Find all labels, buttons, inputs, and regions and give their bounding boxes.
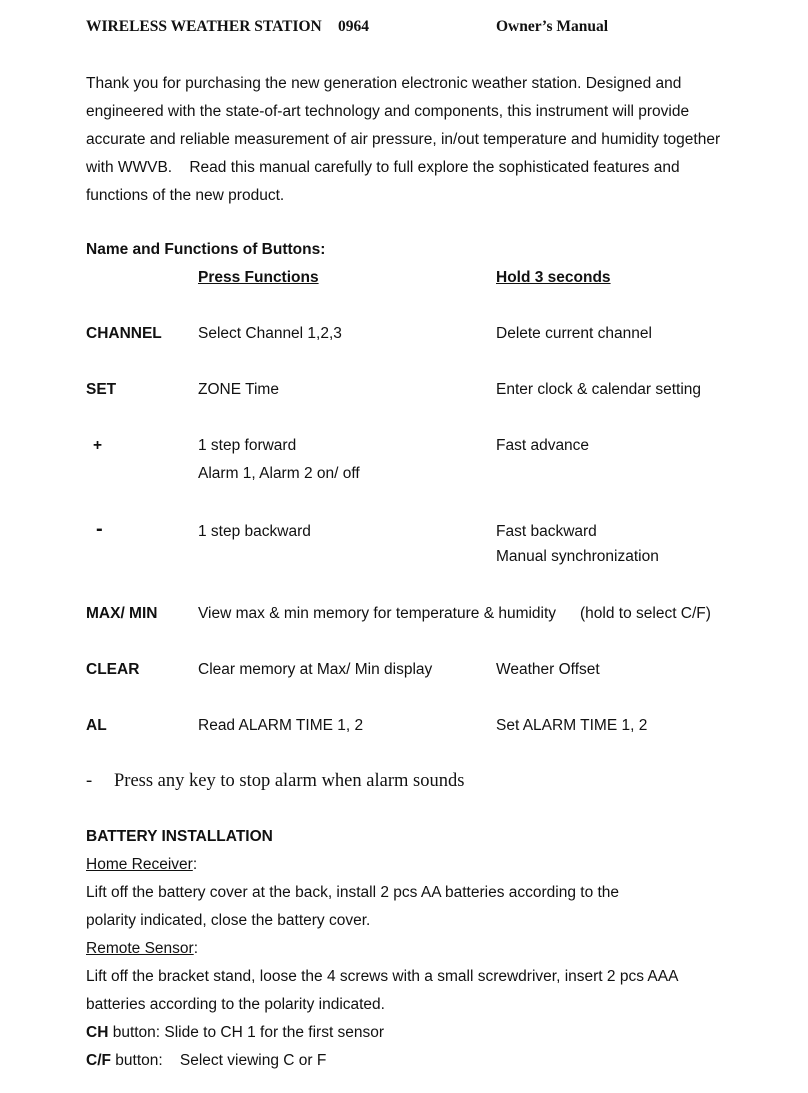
home-receiver-label-line (86, 856, 197, 874)
button-name-minus: - (96, 518, 103, 540)
remote-sensor-label: Remote Sensor (86, 940, 194, 957)
model-number: 0964 (338, 18, 369, 35)
press-function: 1 step backward (198, 523, 311, 540)
home-receiver-label: Home Receiver (86, 856, 193, 873)
ch-button-name: CH (86, 1024, 109, 1041)
buttons-heading: Name and Functions of Buttons: (86, 241, 326, 258)
button-name-plus: + (93, 437, 103, 454)
hold-function: Delete current channel (496, 325, 652, 342)
hold-function: Fast backward (496, 523, 597, 540)
press-function: 1 step forward (198, 437, 297, 454)
hold-function-secondary: Manual synchronization (496, 548, 659, 565)
cf-button-name: C/F (86, 1052, 111, 1069)
battery-heading: BATTERY INSTALLATION (86, 828, 273, 845)
label-colon: : (192, 856, 198, 873)
hold-function: Enter clock & calendar setting (496, 381, 702, 398)
document-title: WIRELESS WEATHER STATION (86, 18, 322, 35)
ch-button-line (86, 1024, 384, 1042)
button-name-max-min: MAX/ MIN (86, 605, 158, 622)
home-receiver-line: Lift off the battery cover at the back, install 2 pcs AA batteries according to the (86, 884, 620, 901)
button-name-channel: CHANNEL (86, 325, 162, 342)
hold-seconds-header: Hold 3 seconds (496, 269, 611, 286)
remote-sensor-line: batteries according to the polarity indicated. (86, 996, 385, 1013)
press-function: Read ALARM TIME 1, 2 (198, 717, 364, 734)
press-function: View max & min memory for temperature & humidity (198, 605, 557, 622)
home-receiver-line: polarity indicated, close the battery cover. (86, 912, 371, 929)
note-dash: - (86, 771, 93, 791)
intro-line: with WWVB. Read this manual carefully to full explore the sophisticated features and (86, 159, 680, 176)
cf-button-text: button: Select viewing C or F (110, 1052, 327, 1069)
label-colon: : (193, 940, 199, 957)
button-name-clear: CLEAR (86, 661, 140, 678)
intro-line: engineered with the state-of-art technology and components, this instrument will provide (86, 103, 690, 120)
cf-button-line (86, 1052, 326, 1070)
press-function: Select Channel 1,2,3 (198, 325, 342, 342)
button-name-set: SET (86, 381, 117, 398)
ch-button-text: button: Slide to CH 1 for the first sensor (108, 1024, 385, 1041)
remote-sensor-label-line (86, 940, 198, 958)
hold-function: (hold to select C/F) (580, 605, 711, 622)
press-function: ZONE Time (198, 381, 279, 398)
intro-line: Thank you for purchasing the new generation electronic weather station. Designed and (86, 75, 682, 92)
intro-paragraph (86, 70, 736, 210)
alarm-note: Press any key to stop alarm when alarm sounds (114, 771, 465, 791)
press-functions-header: Press Functions (198, 269, 319, 286)
button-name-al: AL (86, 717, 107, 734)
hold-function: Fast advance (496, 437, 590, 454)
manual-label: Owner’s Manual (496, 18, 609, 35)
press-function-secondary: Alarm 1, Alarm 2 on/ off (198, 465, 360, 482)
hold-function: Set ALARM TIME 1, 2 (496, 717, 648, 734)
remote-sensor-line: Lift off the bracket stand, loose the 4 screws with a small screwdriver, insert 2 pcs AAA (86, 968, 679, 985)
hold-function: Weather Offset (496, 661, 600, 678)
intro-line: functions of the new product. (86, 187, 285, 204)
intro-line: accurate and reliable measurement of air pressure, in/out temperature and humidity together (86, 131, 721, 148)
press-function: Clear memory at Max/ Min display (198, 661, 433, 678)
